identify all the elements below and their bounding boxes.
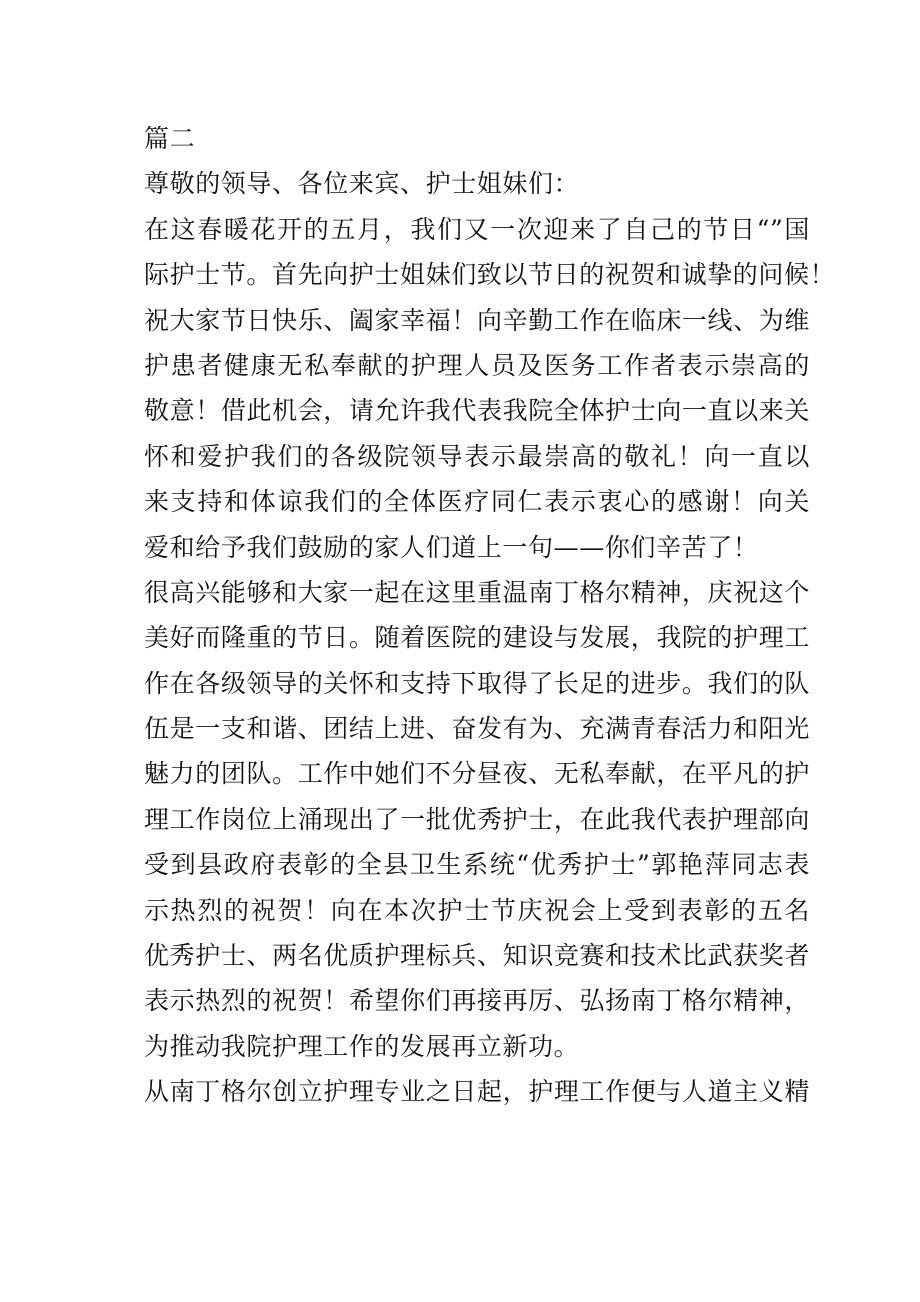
body-text-line: 爱和给予我们鼓励的家人们道上一句——你们辛苦了！ (144, 532, 759, 562)
body-text-line: 祝大家节日快乐、阖家幸福！向辛勤工作在临床一线、为维 (144, 305, 810, 335)
body-text-line: 敬意！借此机会，请允许我代表我院全体护士向一直以来关 (144, 396, 810, 426)
body-text-line: 表示热烈的祝贺！希望你们再接再厉、弘扬南丁格尔精神， (144, 986, 810, 1016)
body-text-line: 护患者健康无私奉献的护理人员及医务工作者表示崇高的 (144, 350, 810, 380)
body-text-line: 来支持和体谅我们的全体医疗同仁表示衷心的感谢！向关 (144, 487, 810, 517)
body-text-line: 为推动我院护理工作的发展再立新功。 (144, 1031, 580, 1061)
body-text-line: 很高兴能够和大家一起在这里重温南丁格尔精神，庆祝这个 (144, 577, 810, 607)
body-text-line: 美好而隆重的节日。随着医院的建设与发展，我院的护理工 (144, 623, 810, 653)
section-heading: 篇二 (144, 124, 196, 153)
salutation: 尊敬的领导、各位来宾、护士姐妹们： (144, 169, 580, 199)
document-body (144, 116, 836, 1115)
body-text-line: 受到县政府表彰的全县卫生系统“优秀护士”郭艳萍同志表 (144, 850, 810, 880)
body-text-line: 怀和爱护我们的各级院领导表示最崇高的敬礼！向一直以 (144, 441, 810, 471)
body-text-line: 示热烈的祝贺！向在本次护士节庆祝会上受到表彰的五名 (144, 895, 810, 925)
body-text-line: 作在各级领导的关怀和支持下取得了长足的进步。我们的队 (144, 668, 810, 698)
body-text-line: 从南丁格尔创立护理专业之日起，护理工作便与人道主义精 (144, 1077, 810, 1107)
body-text-line: 优秀护士、两名优质护理标兵、知识竞赛和技术比武获奖者 (144, 941, 810, 971)
body-text-line: 伍是一支和谐、团结上进、奋发有为、充满青春活力和阳光 (144, 714, 810, 744)
body-text-line: 魅力的团队。工作中她们不分昼夜、无私奉献，在平凡的护 (144, 759, 810, 789)
body-text-line: 理工作岗位上涌现出了一批优秀护士，在此我代表护理部向 (144, 804, 810, 834)
body-text-line: 在这春暖花开的五月，我们又一次迎来了自己的节日“”国 (144, 214, 810, 244)
body-text-line: 际护士节。首先向护士姐妹们致以节日的祝贺和诚挚的问候！ (144, 260, 836, 290)
